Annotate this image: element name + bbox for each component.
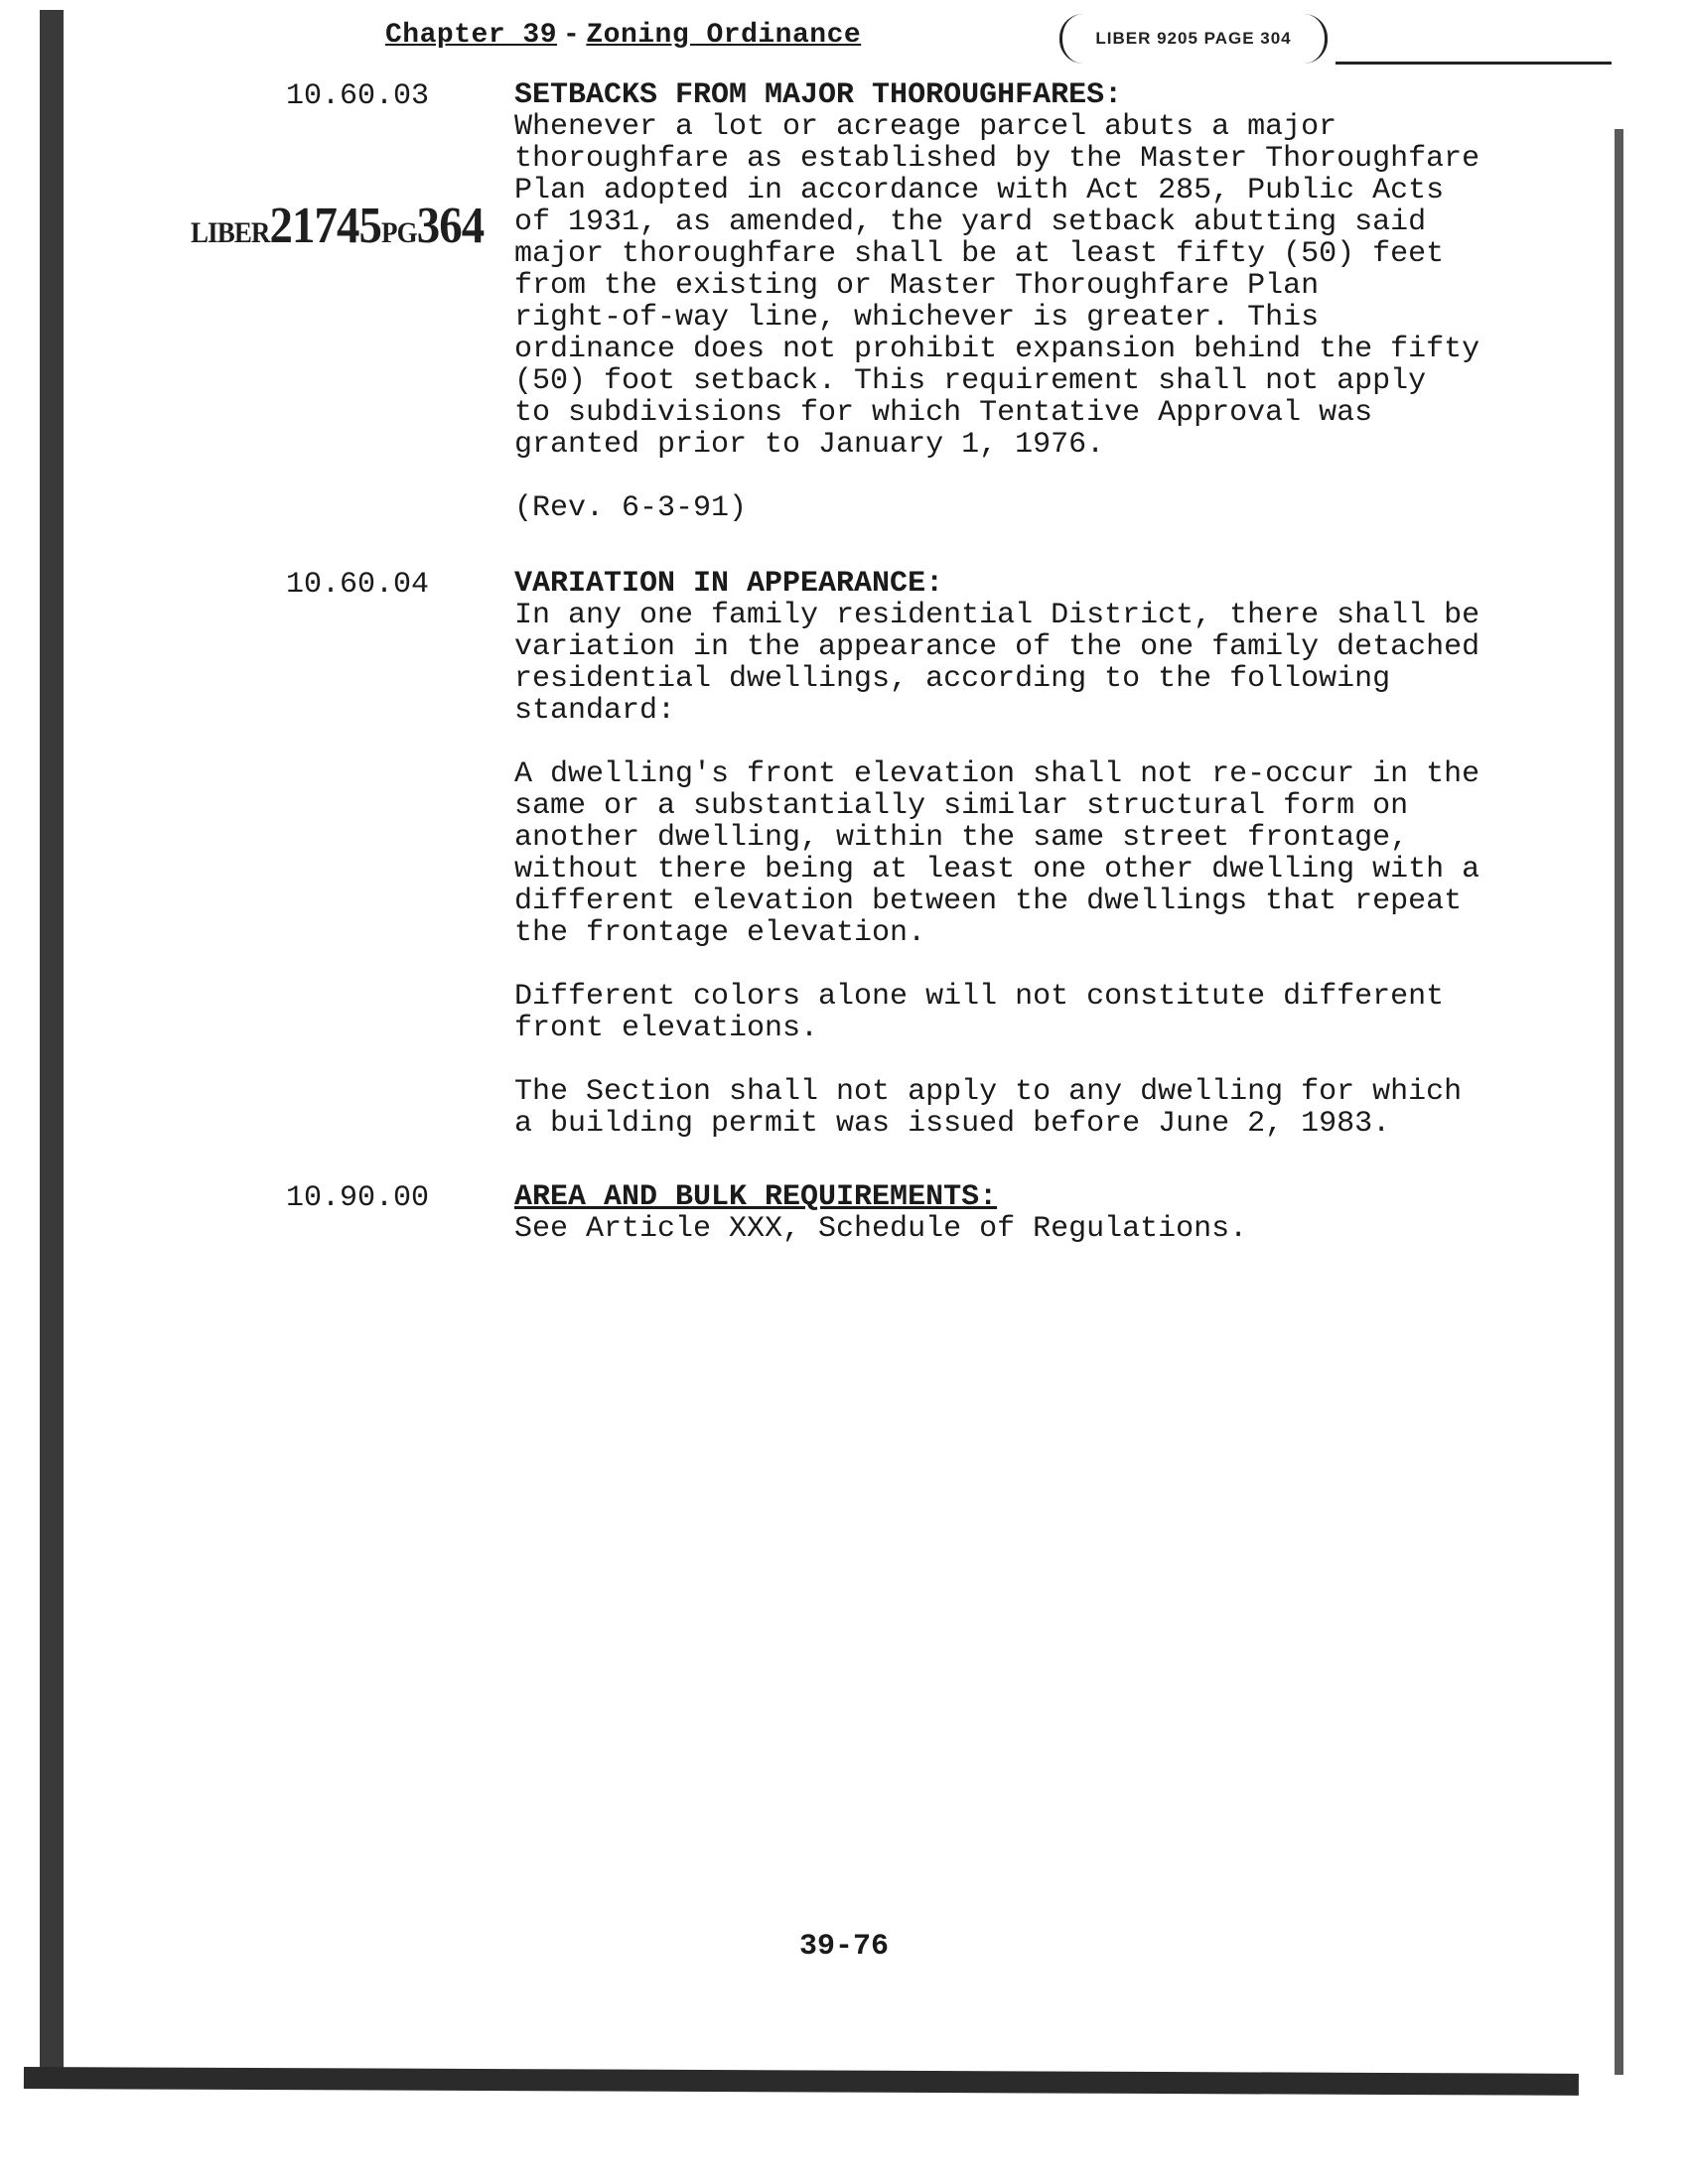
revision-note: (Rev. 6-3-91): [514, 491, 748, 525]
header-separator: -: [563, 20, 581, 51]
section-paragraph: See Article XXX, Schedule of Regulations.: [514, 1212, 1248, 1246]
scan-border-right: [1615, 129, 1623, 2075]
liber-stamp-pg: PG: [381, 216, 417, 249]
liber-page-stamp: [191, 197, 484, 255]
section-paragraph: A dwelling's front elevation shall not re-occur in the same or a substantially similar structural form on another dwelling, within the same street frontage, without there being at least one other dwelling with a different elevation between the dwellings that repeat the frontage elevation.: [514, 757, 1480, 950]
section-content: [514, 568, 1547, 1140]
section-paragraph: Different colors alone will not constitute different front elevations.: [514, 980, 1445, 1045]
page-number: 39-76: [798, 1930, 889, 1964]
section-number: 10.60.04: [286, 568, 430, 602]
liber-stamp-prefix: LIBER: [191, 216, 270, 249]
liber-stamp-page: 364: [416, 198, 485, 254]
chapter-label: Chapter 39: [385, 20, 558, 51]
section-paragraph: The Section shall not apply to any dwelling for which a building permit was issued before June 2, 1983.: [514, 1075, 1463, 1141]
liber-stamp-number: 21745: [269, 198, 382, 254]
header-title: Zoning Ordinance: [586, 20, 862, 51]
scan-border-left: [40, 10, 64, 2075]
page-header: [385, 20, 861, 51]
section-paragraph: In any one family residential District, there shall be variation in the appearance of the one family detached residential dwellings, according to the following standard:: [514, 599, 1480, 728]
scan-border-bottom: [24, 2067, 1579, 2096]
liber-stamp: LIBER 9205 PAGE 304: [1059, 14, 1328, 64]
section-title: SETBACKS FROM MAJOR THOROUGHFARES:: [514, 78, 1123, 112]
header-rule: [1336, 62, 1612, 65]
section-paragraph: Whenever a lot or acreage parcel abuts a major thoroughfare as established by the Master Thoroughfare Plan adopted in accordance with Act 285, Public Acts of 1931, as amended, the yard setback abutting said major thoroughfare shall be at least fifty (50) feet from the existing or Master Thoroughfare Plan right-of-way line, whichever is greater. This ordinance does not prohibit expansion behind the fifty (50) foot setback. This requirement shall not apply to subdivisions for which Tentative Approval was granted prior to January 1, 1976.: [514, 110, 1480, 462]
section-content: [514, 79, 1547, 524]
section-title: AREA AND BULK REQUIREMENTS:: [514, 1180, 998, 1214]
section-number: 10.60.03: [286, 79, 430, 113]
section-title: VARIATION IN APPEARANCE:: [514, 567, 944, 601]
section-content: [514, 1181, 1547, 1245]
section-number: 10.90.00: [286, 1181, 430, 1215]
